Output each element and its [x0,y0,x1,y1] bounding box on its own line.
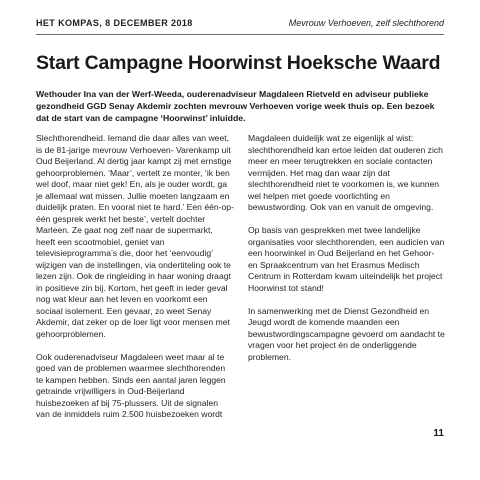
right-paragraph-2: Op basis van gesprekken met twee landelijke organisaties voor slechthorenden, een audicien van een hoorwinkel in Oud Beijerland en het Gehoor- en Spraakcentrum van het Erasmus Medisch Centrum in Rotterdam kwam uiteindelijk het project Hoorwinst tot stand! [248,225,445,293]
article-lead: Wethouder Ina van der Werf-Weeda, ouderenadviseur Magdaleen Rietveld en adviseur publieke gezondheid GGD Senay Akdemir zochten mevrouw Verhoeven vorige week thuis op. Een bezoek dat de start van de campagne ‘Hoorwinst’ inluidde. [36,89,435,123]
right-paragraph-1: Magdaleen duidelijk wat ze eigenlijk al wist: slechthorendheid kan ertoe leiden dat ouderen zich meer en meer terugtrekken en sociale contacten vermijden. Het mag dan waar zijn dat slechthorendheid niet te voorkomen is, we kunnen wel helpen met goede voorlichting en bewustwording. Ook van en vanuit de omgeving. [248,133,443,212]
left-paragraph-1: Slechthorendheid. Iemand die daar alles van weet, is de 81-jarige mevrouw Verhoeven- Varenkamp uit Oud Beijerland. Al dertig jaar kampt zij met ernstige gehoorproblemen. ‘Maar’, vertelt ze monter, ‘ik ben wel doof, maar niet gek! En, als je ouder wordt, ga je allemaal wat missen. Jullie moeten langzaam en duidelijk praten. En vooral niet te hard.’ Een één-op-één gesprek werkt het beste’, vertelt dochter Marleen. Ze gaat nog zelf naar de supermarkt, heeft een scootmobiel, geniet van televisieprogramma’s die, door het ‘eenvoudig’ wijzigen van de instellingen, via ondertiteling ook te lezen zijn. Ook de ringleiding in haar woning draagt in positieve zin bij. Kortom, het geeft in ieder geval nog wat kleur aan het leven en voorkomt een sociaal isolement. Een gevaar, zo weet Senay Akdemir, dat zeker op de loer ligt voor mensen met gehoorproblemen. [36,133,234,339]
publication-header: HET KOMPAS, 8 DECEMBER 2018 [36,18,193,28]
right-column [248,133,446,375]
page-number: 11 [433,428,444,439]
header-divider [36,34,444,35]
section-header: Mevrouw Verhoeven, zelf slechthorend [288,18,444,28]
right-paragraph-3: In samenwerking met de Dienst Gezondheid en Jeugd wordt de komende maanden een bewustwordingscampagne gevoerd om aandacht te vragen voor het project én de onderliggende problemen. [248,305,445,362]
article-title: Start Campagne Hoorwinst Hoeksche Waard [36,52,441,74]
left-paragraph-2: Ook ouderenadviseur Magdaleen weet maar al te goed van de problemen waarmee slechthorenden te kampen hebben. Sinds een aantal jaren leggen getrainde vrijwilligers in Oud-Beijerland huisbezoeken af bij 75-plussers. Uit de signalen van de inmiddels ruim 2.500 huisbezoeken wordt [36,351,226,419]
left-column [36,133,234,432]
